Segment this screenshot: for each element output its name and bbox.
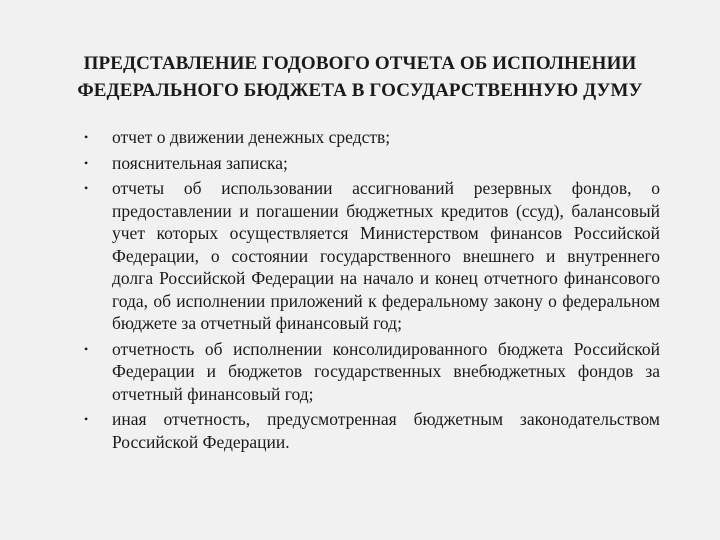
list-item-text: отчетность об исполнении консолидированного бюджета Российской Федерации и бюджетов государственных внебюджетных фондов за отчетный финансовый год; — [112, 338, 660, 404]
list-item-text: отчет о движении денежных средств; — [112, 127, 391, 147]
slide-title — [40, 50, 680, 104]
list-item — [84, 126, 660, 149]
list-item — [84, 177, 660, 335]
bullet-icon: • — [84, 181, 89, 195]
bullet-list — [84, 126, 660, 456]
bullet-icon: • — [84, 155, 89, 170]
bullet-icon: • — [84, 341, 89, 356]
list-item-text: пояснительная записка; — [112, 152, 288, 173]
list-item — [84, 338, 660, 406]
slide-title-line-1: ПРЕДСТАВЛЕНИЕ ГОДОВОГО ОТЧЕТА ОБ ИСПОЛНЕНИИ — [83, 53, 637, 74]
list-item-text: отчеты об использовании ассигнований резервных фондов, о предоставлении и погашении бюджетных кредитов (ссуд), балансовый учет которых осуществляется Министерством финансов Российской Федерации, о состоянии государственного внешнего и внутреннего долга Российской Федерации на начало и конец отчетного финансового года, об исполнении приложений к федеральному закону о федеральном бюджете за отчетный финансовый год; — [112, 178, 660, 333]
list-item — [84, 152, 660, 175]
list-item — [84, 408, 660, 453]
slide-title-line-2: ФЕДЕРАЛЬНОГО БЮДЖЕТА В ГОСУДАРСТВЕННУЮ ДУМУ — [77, 80, 643, 101]
bullet-icon: • — [84, 412, 89, 426]
bullet-icon: • — [84, 130, 89, 144]
list-item-text: иная отчетность, предусмотренная бюджетным законодательством Российской Федерации. — [112, 409, 660, 452]
